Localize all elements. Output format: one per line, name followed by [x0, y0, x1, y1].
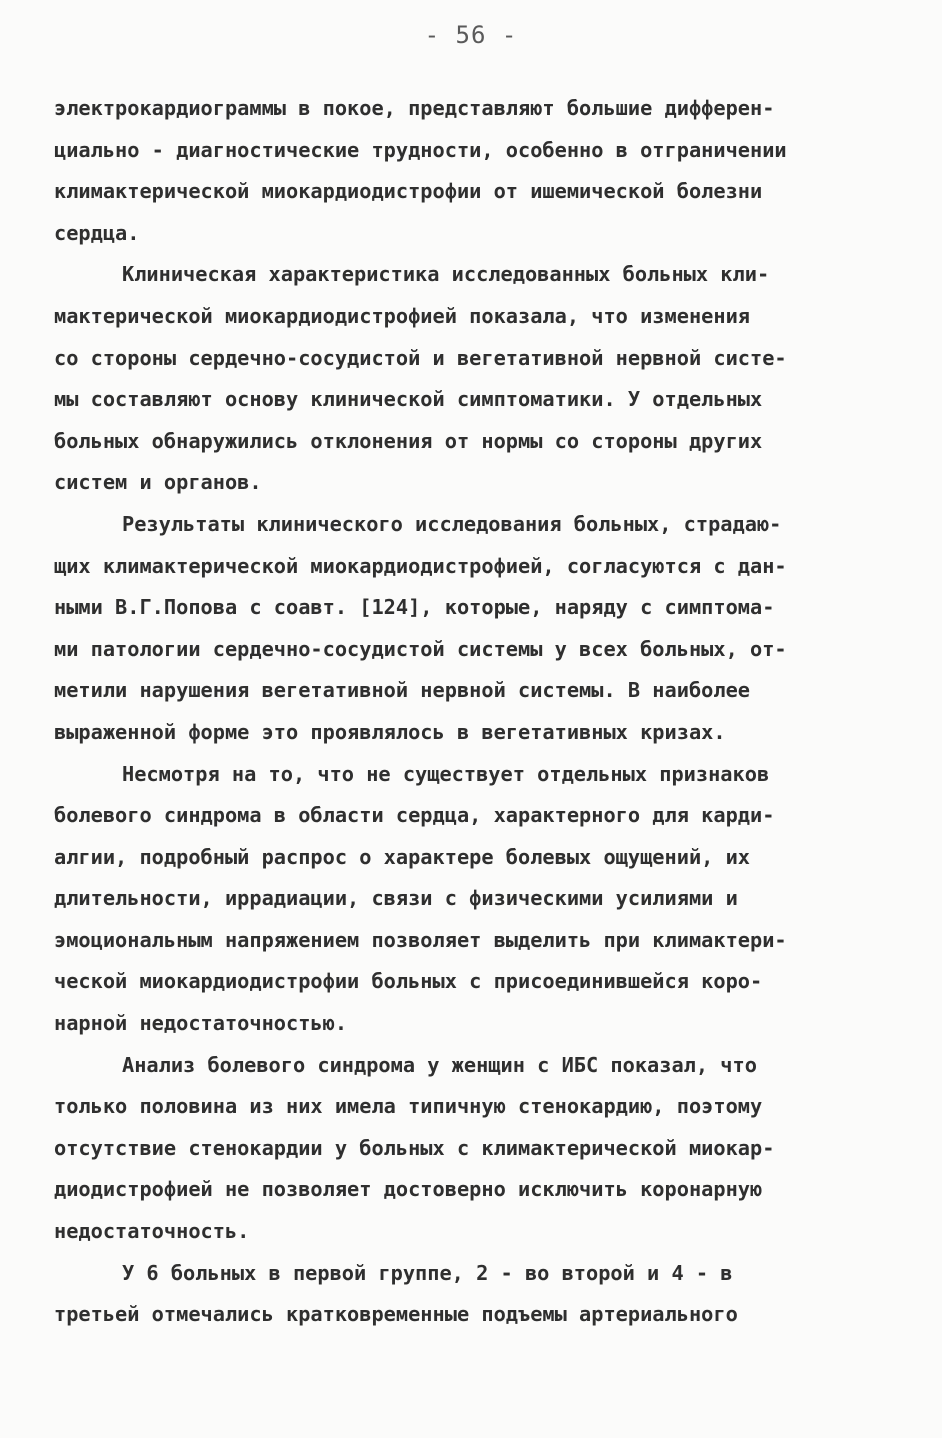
- text-line: болевого синдрома в области сердца, характерного для карди-: [54, 803, 775, 828]
- text-line: Результаты клинического исследования больных, страдаю-: [122, 511, 782, 536]
- text-line: эмоциональным напряжением позволяет выделить при климактери-: [54, 927, 787, 952]
- text-line: третьей отмечались кратковременные подъемы артериального: [54, 1302, 738, 1327]
- text-line: нарной недостаточностью.: [54, 1011, 348, 1036]
- text-line: больных обнаружились отклонения от нормы со стороны других: [54, 428, 763, 453]
- text-line: алгии, подробный распрос о характере болевых ощущений, их: [54, 844, 750, 869]
- text-line: ми патологии сердечно-сосудистой системы у всех больных, от-: [54, 636, 787, 661]
- text-line: выраженной форме это проявлялось в вегетативных кризах.: [54, 719, 726, 744]
- text-line: мы составляют основу клинической симптоматики. У отдельных: [54, 387, 763, 412]
- text-line: недостаточность.: [54, 1219, 250, 1244]
- page-number: - 56 -: [424, 21, 518, 49]
- text-line: циально - диагностические трудности, особенно в отграничении: [54, 137, 787, 162]
- text-line: Несмотря на то, что не существует отдельных признаков: [122, 761, 770, 786]
- text-line: только половина из них имела типичную стенокардию, поэтому: [54, 1094, 763, 1119]
- text-line: сердца.: [54, 220, 140, 245]
- body-text: [54, 88, 894, 1336]
- text-line: электрокардиограммы в покое, представляют большие дифферен-: [54, 96, 775, 120]
- text-line: диодистрофией не позволяет достоверно исключить коронарную: [54, 1177, 763, 1202]
- text-line: со стороны сердечно-сосудистой и вегетативной нервной систе-: [54, 345, 787, 370]
- text-line: длительности, иррадиации, связи с физическими усилиями и: [54, 886, 738, 911]
- text-line: отсутствие стенокардии у больных с климактерической миокар-: [54, 1135, 775, 1160]
- text-line: ческой миокардиодистрофии больных с присоединившейся коро-: [54, 969, 763, 994]
- text-line: систем и органов.: [54, 470, 262, 495]
- text-line: ными В.Г.Попова с соавт. [124], которые, наряду с симптома-: [54, 595, 775, 620]
- text-line: мактерической миокардиодистрофией показала, что изменения: [54, 303, 750, 328]
- text-line: Анализ болевого синдрома у женщин с ИБС показал, что: [122, 1052, 757, 1077]
- text-line: климактерической миокардиодистрофии от ишемической болезни: [54, 179, 763, 204]
- text-line: метили нарушения вегетативной нервной системы. В наиболее: [54, 678, 750, 703]
- text-line: щих климактерической миокардиодистрофией, согласуются с дан-: [54, 553, 787, 578]
- text-line: У 6 больных в первой группе, 2 - во второй и 4 - в: [122, 1260, 733, 1285]
- text-line: Клиническая характеристика исследованных больных кли-: [122, 262, 770, 287]
